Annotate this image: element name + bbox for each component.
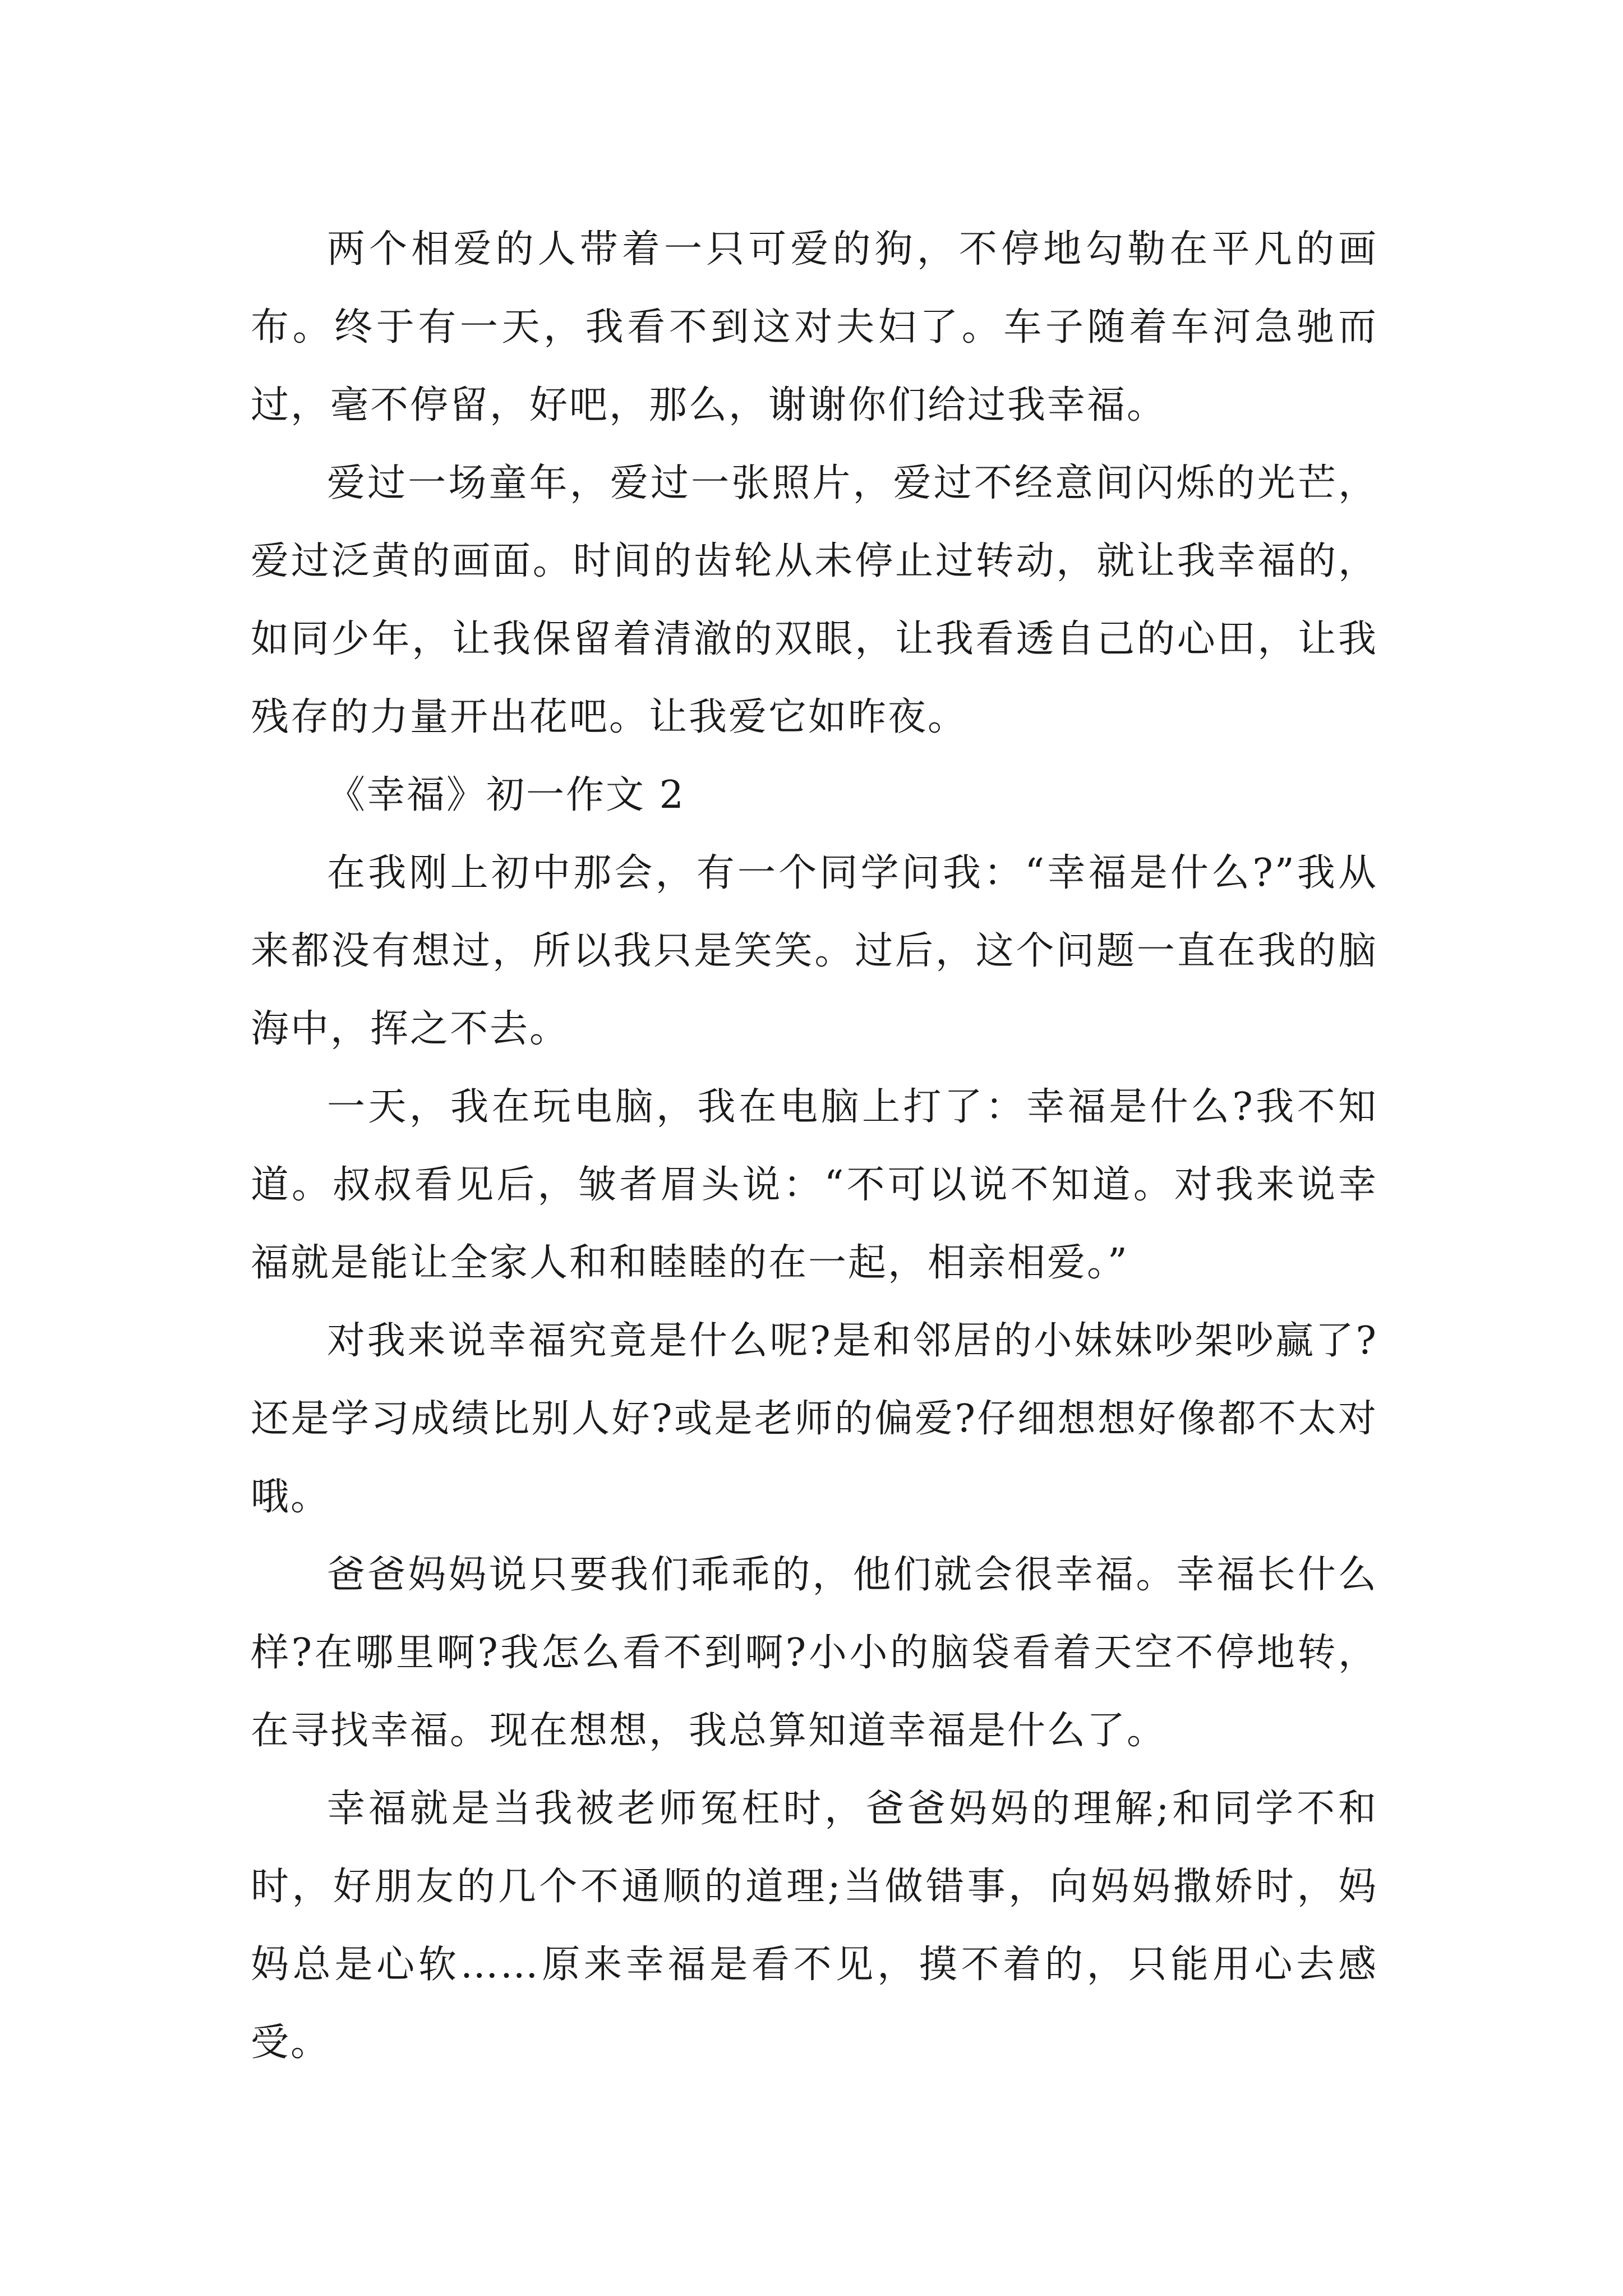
paragraph: 两个相爱的人带着一只可爱的狗，不停地勾勒在平凡的画布。终于有一天，我看不到这对夫妇了。车子随着车河急驰而过，毫不停留，好吧，那么，谢谢你们给过我幸福。 — [251, 227, 1378, 427]
paragraph: 幸福就是当我被老师冤枉时，爸爸妈妈的理解;和同学不和时，好朋友的几个不通顺的道理;当做错事，向妈妈撒娇时，妈妈总是心软……原来幸福是看不见，摸不着的，只能用心去感受。 — [251, 1787, 1378, 2065]
paragraph: 一天，我在玩电脑，我在电脑上打了：幸福是什么?我不知道。叔叔看见后，皱者眉头说：“不可以说不知道。对我来说幸福就是能让全家人和和睦睦的在一起，相亲相爱。” — [251, 1085, 1378, 1285]
paragraph: 对我来说幸福究竟是什么呢?是和邻居的小妹妹吵架吵赢了?还是学习成绩比别人好?或是老师的偏爱?仔细想想好像都不太对哦。 — [251, 1319, 1378, 1519]
paragraph: 在我刚上初中那会，有一个同学问我：“幸福是什么?”我从来都没有想过，所以我只是笑笑。过后，这个问题一直在我的脑海中，挥之不去。 — [251, 851, 1378, 1051]
paragraph: 爸爸妈妈说只要我们乖乖的，他们就会很幸福。幸福长什么样?在哪里啊?我怎么看不到啊?小小的脑袋看着天空不停地转，在寻找幸福。现在想想，我总算知道幸福是什么了。 — [251, 1553, 1378, 1753]
paragraph: 爱过一场童年，爱过一张照片，爱过不经意间闪烁的光芒，爱过泛黄的画面。时间的齿轮从未停止过转动，就让我幸福的，如同少年，让我保留着清澈的双眼，让我看透自己的心田，让我残存的力量开出花吧。让我爱它如昨夜。 — [251, 461, 1378, 739]
section-heading: 《幸福》初一作文 2 — [327, 773, 685, 817]
document-body — [251, 210, 1378, 2082]
